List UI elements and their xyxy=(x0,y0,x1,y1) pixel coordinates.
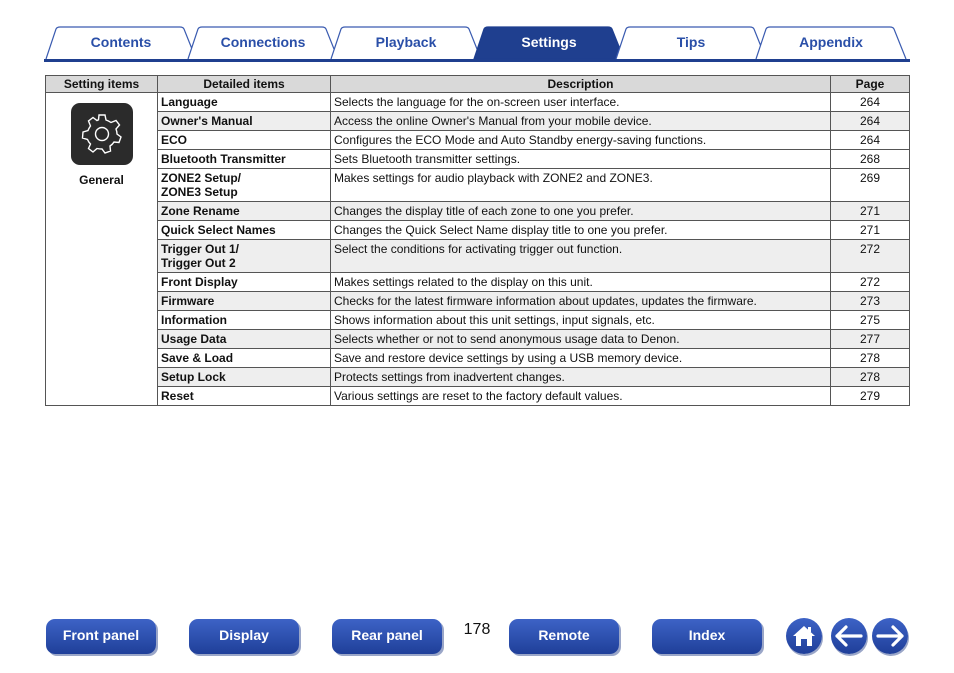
page-link[interactable]: 272 xyxy=(831,240,910,273)
item-description: Sets Bluetooth transmitter settings. xyxy=(331,150,831,169)
table-row xyxy=(46,349,910,368)
page-link[interactable]: 279 xyxy=(831,387,910,406)
item-description: Various settings are reset to the factory default values. xyxy=(331,387,831,406)
table-row xyxy=(46,330,910,349)
page-link[interactable]: 269 xyxy=(831,169,910,202)
page-link[interactable]: 271 xyxy=(831,202,910,221)
detailed-item: ECO xyxy=(158,131,331,150)
page-link[interactable]: 278 xyxy=(831,349,910,368)
category-label: General xyxy=(79,173,124,187)
detailed-item: Quick Select Names xyxy=(158,221,331,240)
item-description: Makes settings related to the display on this unit. xyxy=(331,273,831,292)
detailed-item: Trigger Out 1/ Trigger Out 2 xyxy=(158,240,331,273)
tab-tips[interactable] xyxy=(614,26,768,60)
page-link[interactable]: 275 xyxy=(831,311,910,330)
table-header-row xyxy=(46,76,910,93)
rear-panel-button[interactable]: Rear panel xyxy=(332,619,442,654)
tab-label: Contents xyxy=(90,34,152,50)
table-row xyxy=(46,202,910,221)
detailed-item: ZONE2 Setup/ ZONE3 Setup xyxy=(158,169,331,202)
page-link[interactable]: 273 xyxy=(831,292,910,311)
table-row xyxy=(46,169,910,202)
item-description: Changes the display title of each zone to one you prefer. xyxy=(331,202,831,221)
header-description: Description xyxy=(331,76,831,93)
tab-playback[interactable] xyxy=(329,26,483,60)
table-row xyxy=(46,240,910,273)
detailed-item: Bluetooth Transmitter xyxy=(158,150,331,169)
item-description: Protects settings from inadvertent changes. xyxy=(331,368,831,387)
header-page: Page xyxy=(831,76,910,93)
detailed-item: Owner's Manual xyxy=(158,112,331,131)
table-row xyxy=(46,93,910,112)
detailed-item: Save & Load xyxy=(158,349,331,368)
item-description: Select the conditions for activating trigger out function. xyxy=(331,240,831,273)
gear-icon xyxy=(71,103,133,165)
table-row xyxy=(46,368,910,387)
item-description: Access the online Owner's Manual from your mobile device. xyxy=(331,112,831,131)
page-link[interactable]: 271 xyxy=(831,221,910,240)
index-button[interactable]: Index xyxy=(652,619,762,654)
display-button[interactable]: Display xyxy=(189,619,299,654)
settings-table xyxy=(45,75,910,406)
page-link[interactable]: 277 xyxy=(831,330,910,349)
remote-button[interactable]: Remote xyxy=(509,619,619,654)
tab-connections[interactable] xyxy=(186,26,340,60)
detailed-item: Front Display xyxy=(158,273,331,292)
tab-bar xyxy=(44,26,910,62)
page-link[interactable]: 272 xyxy=(831,273,910,292)
item-description: Save and restore device settings by using a USB memory device. xyxy=(331,349,831,368)
table-body xyxy=(46,93,910,406)
home-icon[interactable] xyxy=(786,618,822,654)
item-description: Shows information about this unit settings, input signals, etc. xyxy=(331,311,831,330)
item-description: Makes settings for audio playback with ZONE2 and ZONE3. xyxy=(331,169,831,202)
header-setting-items: Setting items xyxy=(46,76,158,93)
tab-label: Connections xyxy=(220,34,306,50)
item-description: Selects the language for the on-screen user interface. xyxy=(331,93,831,112)
detailed-item: Firmware xyxy=(158,292,331,311)
detailed-item: Language xyxy=(158,93,331,112)
table-row xyxy=(46,112,910,131)
table-row xyxy=(46,273,910,292)
page-link[interactable]: 268 xyxy=(831,150,910,169)
page-link[interactable]: 264 xyxy=(831,93,910,112)
tab-label: Tips xyxy=(676,34,706,50)
table-row xyxy=(46,150,910,169)
detailed-item: Usage Data xyxy=(158,330,331,349)
detailed-item: Zone Rename xyxy=(158,202,331,221)
tab-contents[interactable] xyxy=(44,26,198,60)
header-detailed-items: Detailed items xyxy=(158,76,331,93)
tab-settings[interactable] xyxy=(472,26,626,60)
item-description: Changes the Quick Select Name display title to one you prefer. xyxy=(331,221,831,240)
front-panel-button[interactable]: Front panel xyxy=(46,619,156,654)
forward-arrow-icon[interactable] xyxy=(872,618,908,654)
table-row xyxy=(46,292,910,311)
detailed-item: Information xyxy=(158,311,331,330)
category-cell xyxy=(46,93,158,406)
tab-appendix[interactable] xyxy=(754,26,908,60)
page-link[interactable]: 264 xyxy=(831,112,910,131)
detailed-item: Setup Lock xyxy=(158,368,331,387)
page-link[interactable]: 264 xyxy=(831,131,910,150)
tab-label: Appendix xyxy=(799,34,863,50)
table-row xyxy=(46,221,910,240)
item-description: Checks for the latest firmware information about updates, updates the firmware. xyxy=(331,292,831,311)
tab-label: Playback xyxy=(375,34,437,50)
item-description: Selects whether or not to send anonymous usage data to Denon. xyxy=(331,330,831,349)
page-number: 178 xyxy=(463,621,491,638)
tab-underline xyxy=(44,59,910,62)
detailed-item: Reset xyxy=(158,387,331,406)
item-description: Configures the ECO Mode and Auto Standby energy-saving functions. xyxy=(331,131,831,150)
back-arrow-icon[interactable] xyxy=(831,618,867,654)
table-row xyxy=(46,387,910,406)
page-link[interactable]: 278 xyxy=(831,368,910,387)
table-row xyxy=(46,311,910,330)
tab-label: Settings xyxy=(521,34,577,50)
table-row xyxy=(46,131,910,150)
